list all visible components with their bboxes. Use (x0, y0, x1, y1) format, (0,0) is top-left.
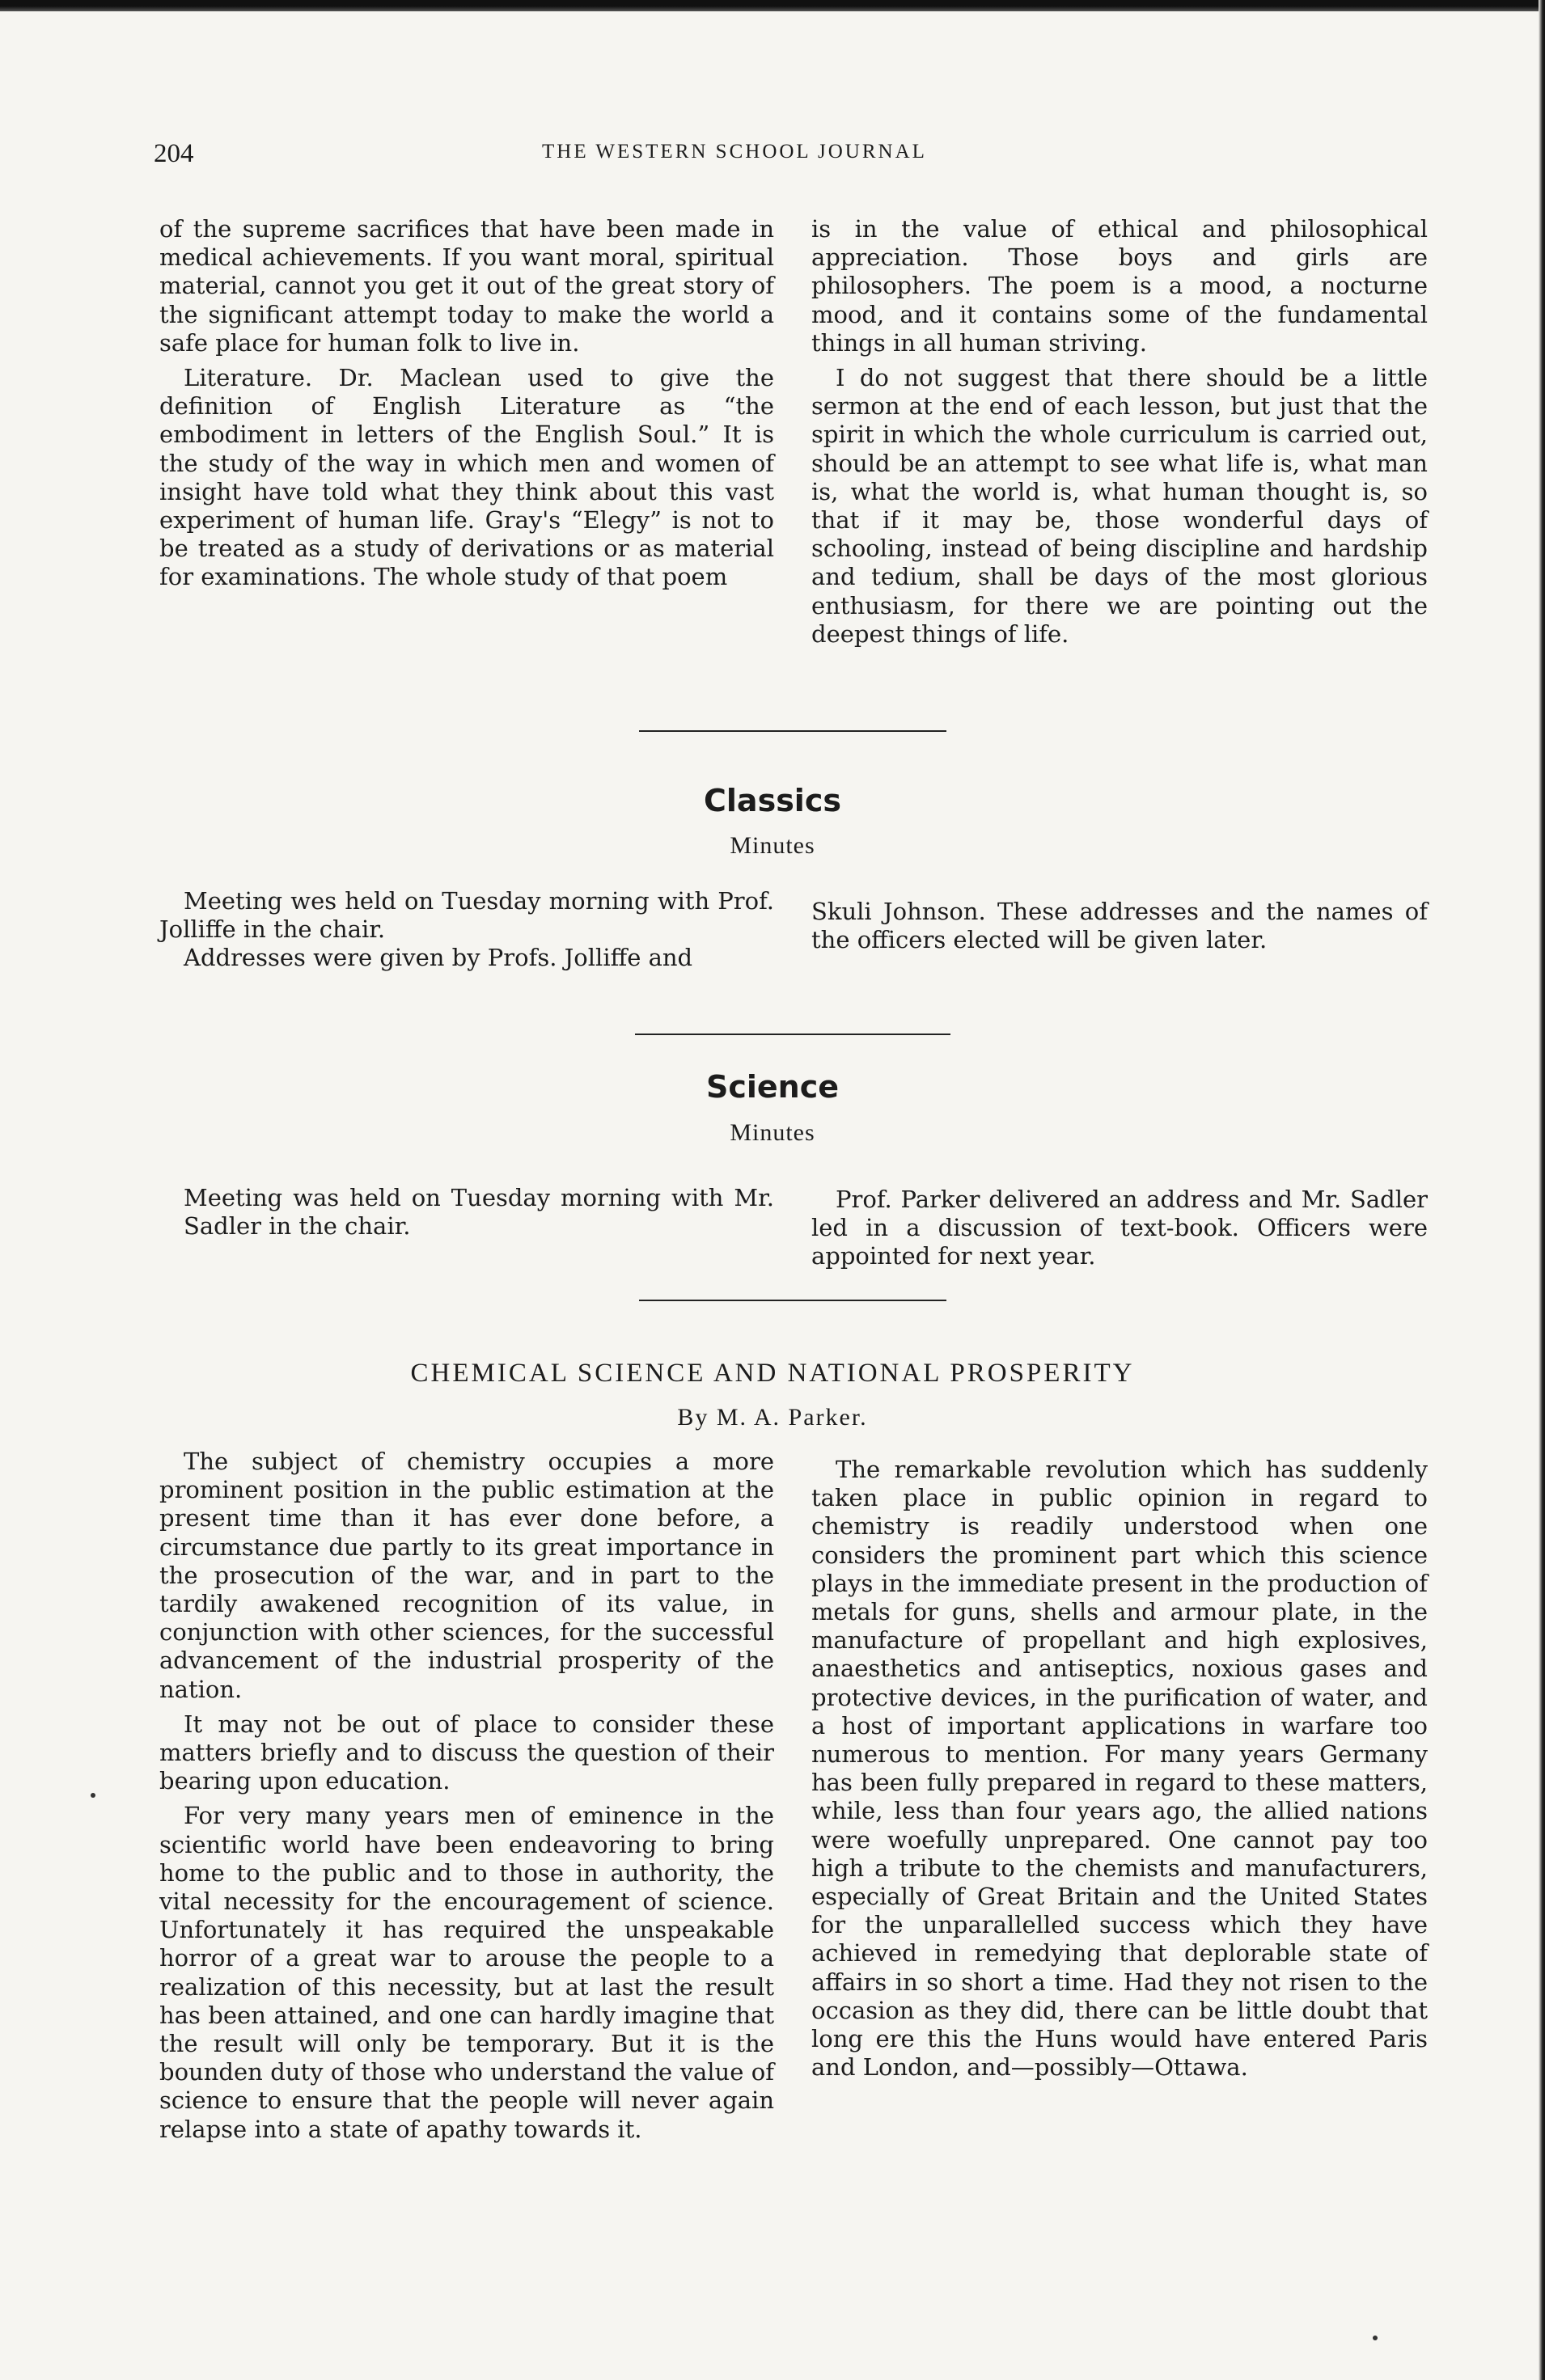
paragraph: For very many years men of eminence in the scientific world have been endeavoring to bring home to the public and to those in authority, the vital necessity for the encouragement of science. Unfortunately it has required the unspeakable horror of a great war to arouse the people to a realization of this necessity, but at last the result has been attained, and one can hardly imagine that the result will only be temporary. But it is the bounden duty of those who understand the value of science to ensure that the people will never again relapse into a state of apathy towards it. (159, 1802, 774, 2143)
science-right-column (811, 1186, 1428, 1271)
article-title: CHEMICAL SCIENCE AND NATIONAL PROSPERITY (410, 1359, 1135, 1388)
paragraph: Addresses were given by Profs. Jolliffe and (184, 944, 693, 972)
science-left-column (184, 1184, 774, 1241)
classics-right-column (811, 898, 1428, 954)
article-right-column (811, 1456, 1428, 2082)
print-speck (91, 1793, 95, 1798)
article-left-column (159, 1448, 774, 2144)
scan-right-edge (1539, 0, 1545, 2380)
classics-title: Classics (704, 783, 841, 818)
paragraph: Skuli Johnson. These addresses and the names of the officers elected will be given later. (811, 898, 1428, 954)
section-divider (639, 1300, 946, 1301)
science-subtitle: Minutes (730, 1119, 815, 1146)
section-divider (635, 1034, 950, 1035)
article-byline: By M. A. Parker. (677, 1404, 868, 1431)
paragraph: Literature. Dr. Maclean used to give the definition of English Literature as “the embodiment in letters of the English Soul.” It is the study of the way in which men and women of insight have told what they think about this vast experiment of human life. Gray's “Elegy” is not to be treated as a study of derivations or as material for examinations. The whole study of that poem (159, 364, 774, 591)
science-title: Science (705, 1069, 840, 1105)
section-divider (639, 730, 946, 732)
paragraph: It may not be out of place to consider these matters briefly and to discuss the question of their bearing upon education. (159, 1710, 774, 1795)
scan-top-border (0, 0, 1545, 11)
paragraph: of the supreme sacrifices that have been made in medical achievements. If you want moral, spiritual material, cannot you get it out of the great story of the significant attempt today to make the world a safe place for human folk to live in. (159, 215, 774, 357)
paragraph: I do not suggest that there should be a little sermon at the end of each lesson, but just that the spirit in which the whole curriculum is carried out, should be an attempt to see what life is, what man is, what the world is, what human thought is, so that if it may be, those wonderful days of schooling, instead of being discipline and hardship and tedium, shall be days of the most glorious enthusiasm, for there we are pointing out the deepest things of life. (811, 364, 1428, 648)
continued-left-column (159, 215, 774, 592)
classics-left-column (159, 887, 774, 973)
continued-right-column (811, 215, 1428, 649)
running-head: THE WESTERN SCHOOL JOURNAL (542, 141, 927, 163)
page-number: 204 (154, 139, 194, 168)
paragraph: Meeting wes held on Tuesday morning with Prof. Jolliffe in the chair. (159, 887, 774, 944)
paragraph: Meeting was held on Tuesday morning with Mr. Sadler in the chair. (184, 1184, 774, 1241)
paragraph: The remarkable revolution which has suddenly taken place in public opinion in regard to chemistry is readily understood when one considers the prominent part which this science plays in the immediate present in the production of metals for guns, shells and armour plate, in the manufacture of propellant and high explosives, anaesthetics and antiseptics, noxious gases and protective devices, in the purification of water, and a host of important applications in warfare too numerous to mention. For many years Germany has been fully prepared in regard to these matters, while, less than four years ago, the allied nations were woefully unprepared. One cannot pay too high a tribute to the chemists and manufacturers, especially of Great Britain and the United States for the unparallelled success which they have achieved in remedying that deplorable state of affairs in so short a time. Had they not risen to the occasion as they did, there can be little doubt that long ere this the Huns would have entered Paris and London, and—possibly—Ottawa. (811, 1456, 1428, 2082)
paragraph: Prof. Parker delivered an address and Mr. Sadler led in a discussion of text-book. Officers were appointed for next year. (811, 1186, 1428, 1270)
print-speck (1373, 2336, 1378, 2340)
classics-subtitle: Minutes (730, 832, 815, 859)
paragraph: The subject of chemistry occupies a more prominent position in the public estimation at the present time than it has ever done before, a circumstance due partly to its great importance in the prosecution of the war, and in part to the tardily awakened recognition of its value, in conjunction with other sciences, for the successful advancement of the industrial prosperity of the nation. (159, 1448, 774, 1703)
paragraph: is in the value of ethical and philosophical appreciation. Those boys and girls are philosophers. The poem is a mood, a nocturne mood, and it contains some of the fundamental things in all human striving. (811, 215, 1428, 357)
